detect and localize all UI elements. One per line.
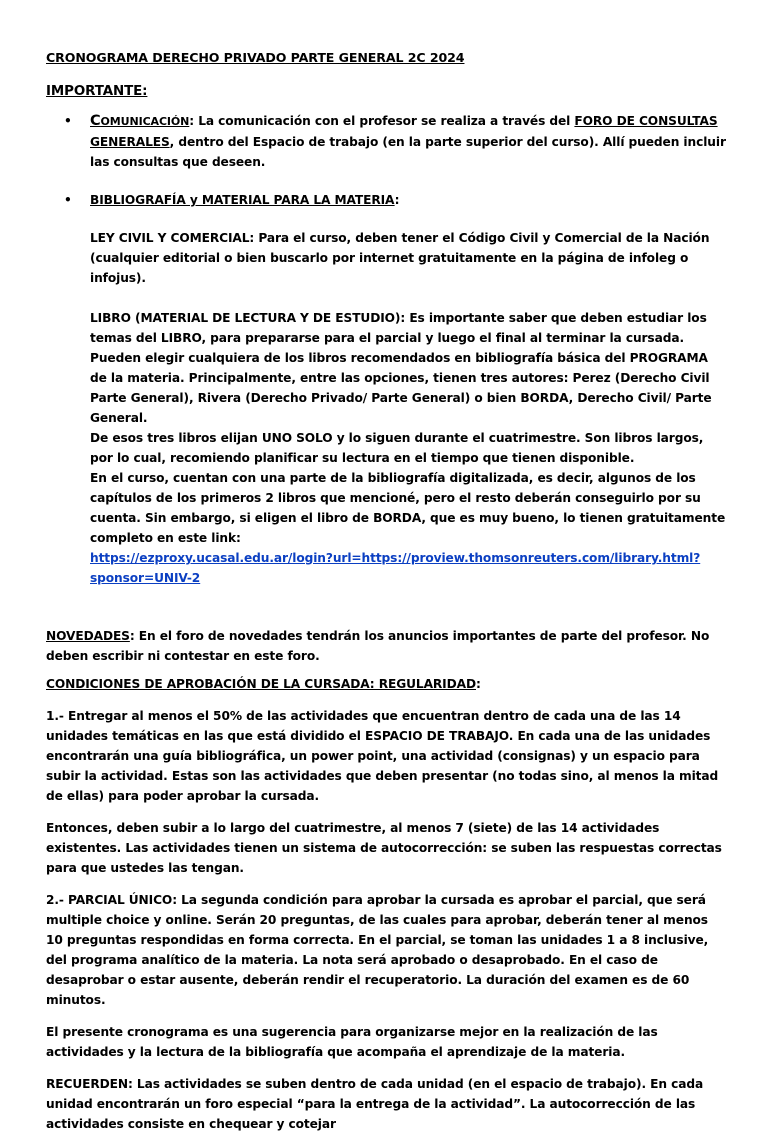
bibliografia-colon: : <box>394 193 400 207</box>
comunicacion-text-end: , dentro del Espacio de trabajo (en la parte superior del curso). Allí pueden incluir las consultas que deseen. <box>90 135 726 169</box>
novedades-label: NOVEDADES <box>46 629 130 643</box>
bullet-dot-icon: • <box>64 114 72 128</box>
libro-digitalizada-paragraph: En el curso, cuentan con una parte de la bibliografía digitalizada, es decir, algunos de los capítulos de los primeros 2 libros que mencioné, pero el resto deberán conseguirlo por su cuenta. Sin embargo, si eligen el libro de BORDA, que es muy bueno, lo tienen gratuitamente completo en este link: <box>90 471 726 545</box>
condiciones-heading <box>46 674 726 694</box>
recuerden-paragraph: RECUERDEN: Las actividades se suben dentro de cada unidad (en el espacio de trabajo). En cada unidad encontrarán un foro especial “para la entrega de la actividad”. La autocorrección de las actividades consiste en chequear y cotejar <box>46 1077 704 1131</box>
borda-link-line <box>46 548 726 588</box>
libro-elijan-paragraph: De esos tres libros elijan UNO SOLO y lo siguen durante el cuatrimestre. Son libros largos, por lo cual, recomiendo planificar su lectura en el tiempo que tienen disponible. <box>90 431 704 465</box>
novedades-text: : En el foro de novedades tendrán los anuncios importantes de parte del profesor. No deben escribir ni contestar en este foro. <box>46 629 710 663</box>
borda-link[interactable]: https://ezproxy.ucasal.edu.ar/login?url=https://proview.thomsonreuters.com/library.html?sponsor=UNIV-2 <box>90 551 701 585</box>
cronograma-sugerencia-paragraph: El presente cronograma es una sugerencia para organizarse mejor en la realización de las actividades y la lectura de la bibliografía que acompaña el aprendizaje de la materia. <box>46 1025 658 1059</box>
document-page <box>46 48 726 1134</box>
condicion-1-paragraph: 1.- Entregar al menos el 50% de las actividades que encuentran dentro de cada una de las 14 unidades temáticas en las que está dividido el ESPACIO DE TRABAJO. En cada una de las unidades encontrarán una guía bibliográfica, un power point, una actividad (consignas) y un espacio para subir la actividad. Estas son las actividades que deben presentar (no todas sino, al menos la mitad de ellas) para poder aprobar la cursada. <box>46 709 719 803</box>
ley-civil-paragraph: LEY CIVIL Y COMERCIAL: Para el curso, deben tener el Código Civil y Comercial de la Nación (cualquier editorial o bien buscarlo por internet gratuitamente en la página de infoleg o infojus). <box>90 231 710 285</box>
entonces-paragraph: Entonces, deben subir a lo largo del cuatrimestre, al menos 7 (siete) de las 14 actividades existentes. Las actividades tienen un sistema de autocorrección: se suben las respuestas correctas para que ustedes las tengan. <box>46 821 722 875</box>
bullet-bibliografia <box>46 190 726 210</box>
bullet-dot-icon: • <box>64 193 72 207</box>
important-heading: IMPORTANTE: <box>46 84 148 99</box>
novedades-paragraph <box>46 626 726 666</box>
libro-paragraph: LIBRO (MATERIAL DE LECTURA Y DE ESTUDIO): Es importante saber que deben estudiar los temas del LIBRO, para prepararse para el parcial y luego el final al terminar la cursada. Pueden elegir cualquiera de los libros recomendados en bibliografía básica del PROGRAMA de la materia. Principalmente, entre las opciones, tienen tres autores: Perez (Derecho Civil Parte General), Rivera (Derecho Privado/ Parte General) o bien BORDA, Derecho Civil/ Parte General. <box>90 311 712 425</box>
bullet-comunicacion <box>46 111 726 172</box>
bibliografia-label: BIBLIOGRAFÍA y MATERIAL PARA LA MATERIA <box>90 193 395 207</box>
comunicacion-label <box>90 114 189 128</box>
condiciones-colon: : <box>476 677 481 691</box>
comunicacion-label-rest: OMUNICACIÓN <box>100 115 190 128</box>
parcial-unico-paragraph: 2.- PARCIAL ÚNICO: La segunda condición para aprobar la cursada es aprobar el parcial, que será multiple choice y online. Serán 20 preguntas, de las cuales para aprobar, deberán tener al menos 10 preguntas respondidas en forma correcta. En el parcial, se toman las unidades 1 a 8 inclusive, del programa analítico de la materia. La nota será aprobado o desaprobado. En el caso de desaprobar o estar ausente, deberán rendir el recuperatorio. La duración del examen es de 60 minutos. <box>46 893 709 1007</box>
condiciones-label: CONDICIONES DE APROBACIÓN DE LA CURSADA: REGULARIDAD <box>46 677 476 691</box>
document-title: CRONOGRAMA DERECHO PRIVADO PARTE GENERAL 2C 2024 <box>46 50 465 65</box>
comunicacion-text-start: : La comunicación con el profesor se realiza a través del <box>189 114 575 128</box>
comunicacion-label-initial: C <box>90 113 101 129</box>
foro-consultas-label: FORO DE CONSULTAS GENERALES <box>90 114 718 149</box>
